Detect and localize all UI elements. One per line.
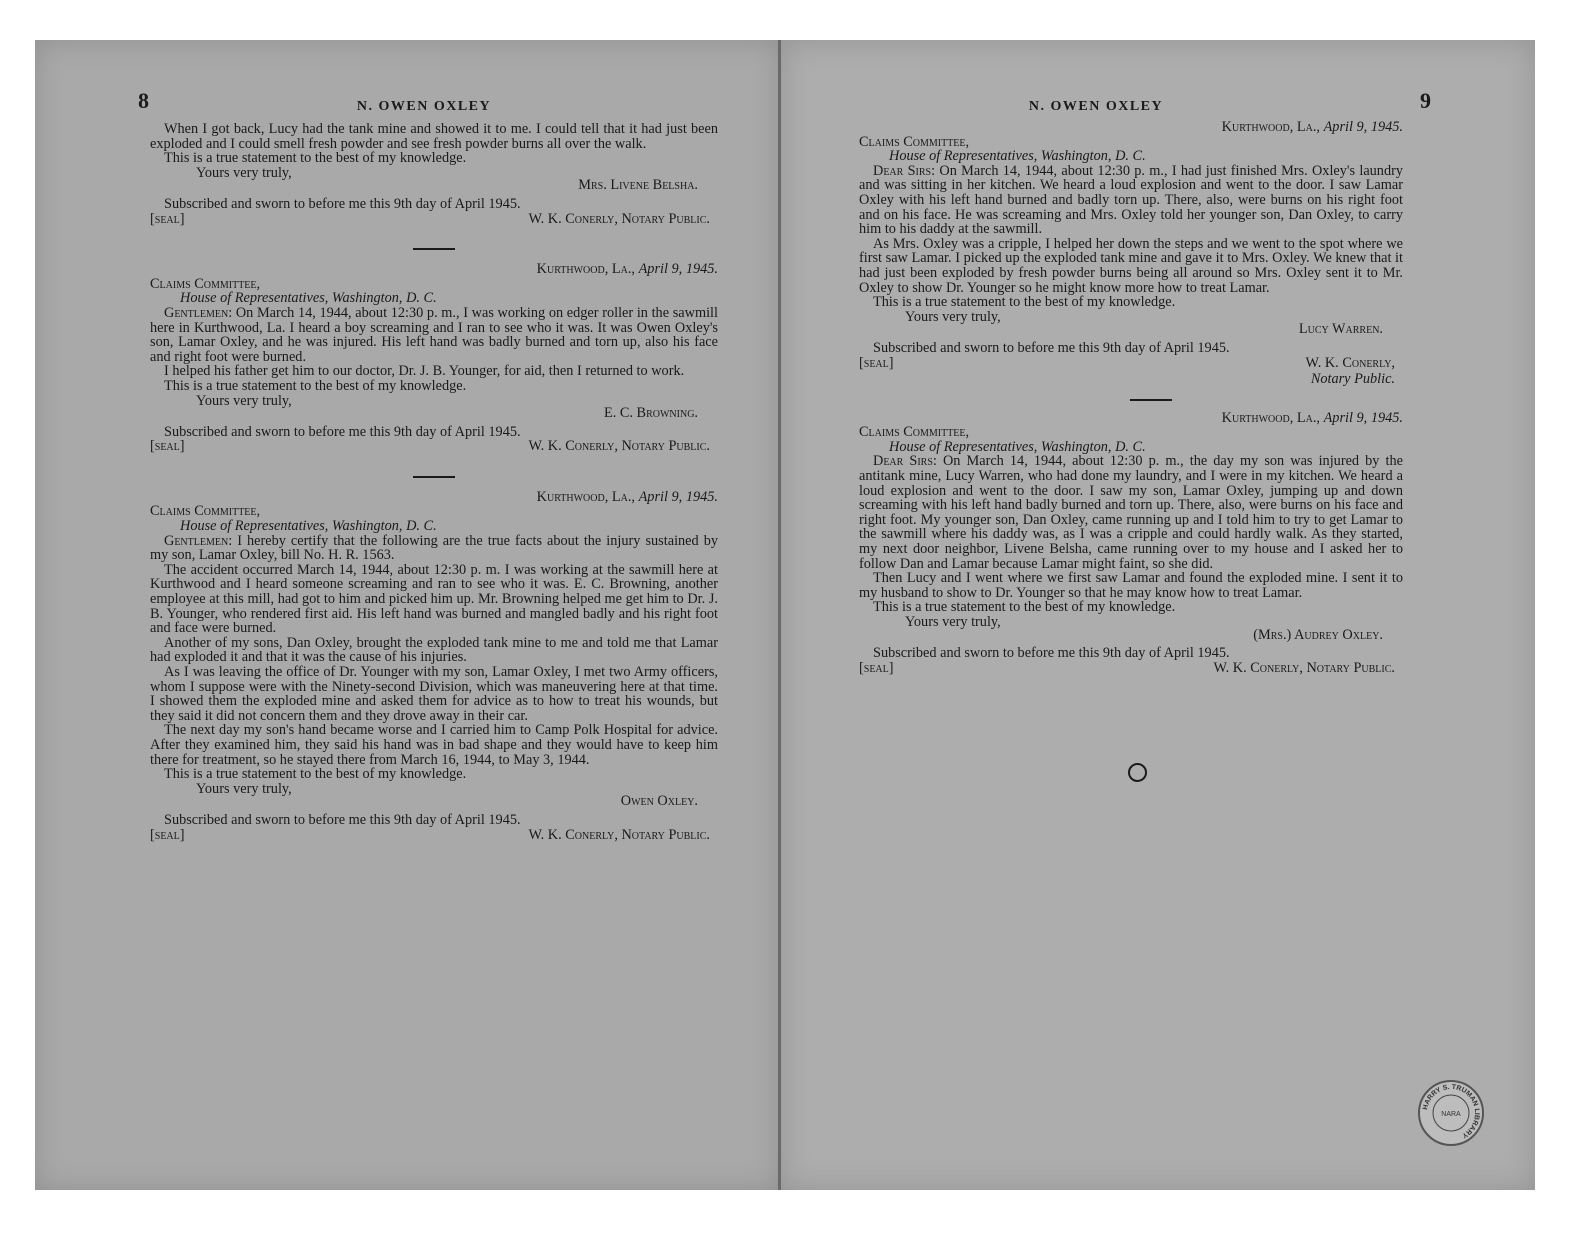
recipient: Claims Committee,	[150, 503, 261, 520]
letter-paragraph: As Mrs. Oxley was a cripple, I helped her down the steps and we went to the spot where we first saw Lamar. I picked up the exploded tank mine and gave it to Mrs. Oxley. We knew that it had just been exploded by fresh powder burns being all around so Mrs. Oxley sent it to Mr. Oxley to show Dr. Younger so he might know more how to treat Lamar.	[859, 235, 1403, 296]
dateline	[859, 120, 1403, 135]
notary-line: W. K. Conerly, Notary Public.	[528, 210, 710, 227]
library-stamp	[1418, 1080, 1484, 1146]
dateline-date: April 9, 1945.	[638, 488, 718, 505]
paragraph-text: On March 14, 1944, about 12:30 p. m., I was working on edger roller in the sawmill here in Kurthwood, La. I heard a boy screaming and I ran to see who it was. It was Owen Oxley's son, Lamar Oxley, and he was injured. His left hand was badly burned and torn up, also his face and right foot were burned.	[150, 304, 718, 365]
running-head-title: N. OWEN OXLEY	[1028, 99, 1164, 114]
seal-row	[150, 828, 718, 843]
salutation: Gentlemen:	[164, 304, 233, 321]
separator-rule	[413, 476, 455, 478]
running-head	[138, 88, 718, 122]
running-head	[859, 88, 1431, 122]
notary-name: W. K. Conerly,	[1305, 354, 1395, 371]
letter-paragraph: Then Lucy and I went where we first saw Lamar and found the exploded mine. I sent it to my husband to show to Dr. Younger so that he may know how to treat Lamar.	[859, 570, 1403, 601]
letter-paragraph	[859, 164, 1403, 237]
seal-label: [seal]	[150, 210, 185, 227]
true-statement: This is a true statement to the best of my knowledge.	[164, 766, 467, 783]
seal-label: [seal]	[150, 438, 185, 455]
true-statement: This is a true statement to the best of my knowledge.	[873, 599, 1176, 616]
subscribed-line: Subscribed and sworn to before me this 9th day of April 1945.	[164, 195, 521, 212]
left-page	[35, 40, 780, 1190]
stamp-ring-text: HARRY S. TRUMAN LIBRARY	[1422, 1083, 1481, 1139]
dateline-date: April 9, 1945.	[638, 261, 718, 278]
right-page-content	[859, 88, 1431, 677]
paragraph-text: I hereby certify that the following are the true facts about the injury sustained by my son, Lamar Oxley, bill No. H. R. 1563.	[150, 532, 718, 564]
letter-paragraph: The accident occurred March 14, 1944, about 12:30 p. m. I was working at the sawmill here at Kurthwood and I heard someone screaming and ran to see who it was. E. C. Browning, another employee at this mill, had got to him and picked him up. Mr. Browning helped me get him to Dr. J. B. Younger, who rendered first aid. His left hand was burned and mangled badly and his right foot and face were burned.	[150, 561, 718, 637]
signer: (Mrs.) Audrey Oxley.	[1253, 626, 1383, 643]
seal-row	[150, 212, 718, 227]
right-page	[781, 40, 1535, 1190]
letter-paragraph: When I got back, Lucy had the tank mine and showed it to me. I could tell that it had just been exploded and I could smell fresh powder and see fresh powder burns all over the walk.	[150, 121, 718, 152]
notary-line: W. K. Conerly, Notary Public.	[1213, 659, 1395, 676]
true-statement: This is a true statement to the best of my knowledge.	[164, 377, 467, 394]
page-number: 8	[138, 88, 149, 113]
paragraph-text: On March 14, 1944, about 12:30 p. m., I had just finished Mrs. Oxley's laundry and was sitting in her kitchen. We heard a loud explosion and went to the door. I saw Lamar Oxley with his left hand burned and badly torn up. There, also, were burns on his right foot and on his face. He was screaming and Mrs. Oxley told her younger son, Dan Oxley, to carry him to his daddy at the sawmill.	[859, 162, 1404, 238]
signer: Lucy Warren.	[1298, 321, 1383, 338]
signer: E. C. Browning.	[603, 405, 698, 422]
notary-line: W. K. Conerly, Notary Public.	[528, 826, 710, 843]
paragraph-text: On March 14, 1944, about 12:30 p. m., the day my son was injured by the antitank mine, Lucy Warren, who had done my laundry, and I were in my kitchen. We heard a loud explosion and went to the door. I saw my son, Lamar Oxley, jumping up and down screaming with his left hand badly burned and torn up. There, also, were burns on his face and right foot. My younger son, Dan Oxley, came running up and I told him to try to get Lamar to the sawmill where his daddy was, as I was a cripple and could hardly walk. As they started, my next door neighbor, Livene Belsha, came running over to my house and I asked her to follow Dan and Lamar because Lamar might faint, so she did.	[859, 453, 1403, 572]
notary-line: W. K. Conerly, Notary Public.	[528, 438, 710, 455]
dateline-date: April 9, 1945.	[1323, 409, 1403, 426]
seal-label: [seal]	[150, 826, 185, 843]
salutation: Gentlemen:	[164, 532, 233, 549]
letter-paragraph: I helped his father get him to our doctor, Dr. J. B. Younger, for aid, then I returned to work.	[164, 363, 685, 380]
true-statement: This is a true statement to the best of my knowledge.	[873, 294, 1176, 311]
dateline-place: Kurthwood, La.,	[1221, 119, 1320, 135]
seal-row	[150, 439, 718, 454]
signer: Owen Oxley.	[620, 793, 698, 810]
closing: Yours very truly,	[196, 164, 292, 181]
true-statement: This is a true statement to the best of my knowledge.	[164, 150, 467, 167]
closing: Yours very truly,	[196, 392, 292, 409]
closing: Yours very truly,	[905, 308, 1001, 325]
dateline-place: Kurthwood, La.,	[536, 488, 635, 505]
salutation: Dear Sirs:	[873, 162, 936, 179]
stamp-center-text: NARA	[1441, 1111, 1461, 1118]
letter-paragraph	[150, 534, 718, 563]
signer: Mrs. Livene Belsha.	[578, 177, 698, 194]
closing: Yours very truly,	[196, 780, 292, 797]
library-stamp-graphic	[1420, 1082, 1482, 1144]
dateline	[859, 411, 1403, 426]
left-page-content	[138, 88, 718, 844]
recipient-house: House of Representatives, Washington, D. C.	[180, 290, 437, 307]
letter-paragraph: As I was leaving the office of Dr. Younger with my son, Lamar Oxley, I met two Army officers, whom I suppose were with the Ninety-second Division, which was maneuvering here at that time. I showed them the exploded mine and asked them for advice as to how to treat his wounds, but they said it did not concern them and they drove away in their car.	[150, 664, 718, 724]
letter-paragraph: The next day my son's hand became worse and I carried him to Camp Polk Hospital for advice. After they examined him, they said his hand was in bad shape and they would have to keep him there for treatment, so he stayed there from March 16, 1944, to May 3, 1944.	[150, 722, 718, 768]
dateline-place: Kurthwood, La.,	[1221, 409, 1320, 426]
closing: Yours very truly,	[905, 614, 1001, 630]
dateline	[150, 262, 718, 277]
seal-label: [seal]	[859, 354, 894, 371]
recipient: Claims Committee,	[859, 133, 970, 150]
salutation: Dear Sirs:	[873, 453, 937, 470]
seal-row	[859, 661, 1403, 676]
recipient-house: House of Representatives, Washington, D. C.	[889, 438, 1146, 455]
dateline-date: April 9, 1945.	[1323, 119, 1403, 135]
letter-paragraph	[150, 306, 718, 364]
punch-hole-circle	[1128, 763, 1147, 782]
running-head-title: N. OWEN OXLEY	[356, 99, 492, 114]
notary-title: Notary Public.	[1310, 371, 1395, 388]
separator-rule	[413, 248, 455, 250]
separator-rule	[1130, 399, 1172, 401]
recipient: Claims Committee,	[150, 275, 261, 292]
recipient-house: House of Representatives, Washington, D. C.	[889, 148, 1146, 165]
recipient: Claims Committee,	[859, 424, 970, 441]
subscribed-line: Subscribed and sworn to before me this 9th day of April 1945.	[164, 423, 521, 440]
subscribed-line: Subscribed and sworn to before me this 9th day of April 1945.	[873, 645, 1230, 662]
subscribed-line: Subscribed and sworn to before me this 9th day of April 1945.	[873, 339, 1230, 356]
letter-paragraph: Another of my sons, Dan Oxley, brought the exploded tank mine to me and told me that Lamar had exploded it and that it was the cause of his injuries.	[150, 634, 718, 666]
seal-label: [seal]	[859, 659, 894, 676]
letter-paragraph	[859, 454, 1403, 571]
page-number: 9	[1420, 88, 1431, 113]
seal-row	[859, 356, 1403, 371]
dateline	[150, 490, 718, 505]
dateline-place: Kurthwood, La.,	[536, 261, 635, 278]
subscribed-line: Subscribed and sworn to before me this 9th day of April 1945.	[164, 811, 521, 828]
recipient-house: House of Representatives, Washington, D. C.	[180, 518, 437, 535]
